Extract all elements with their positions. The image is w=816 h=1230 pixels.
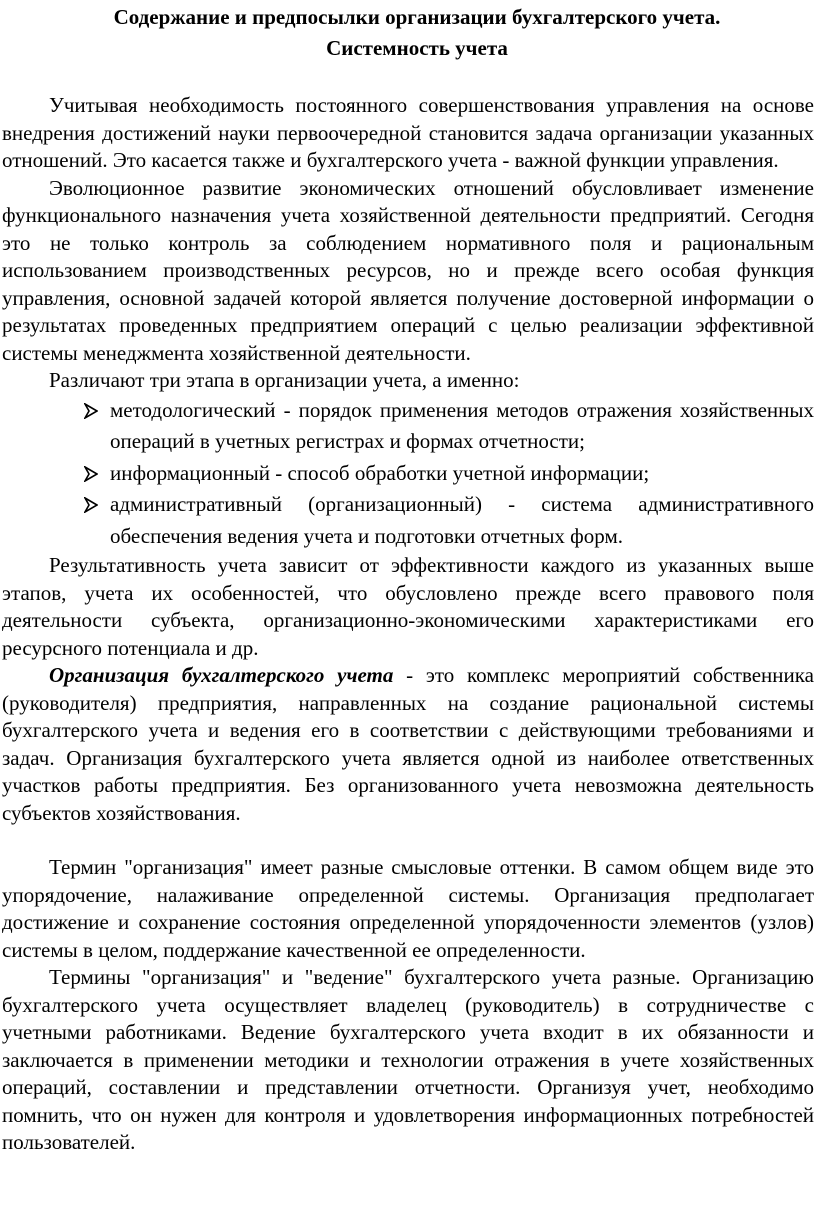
- title-line-1: Содержание и предпосылки организации бухгалтерского учета.: [113, 5, 721, 29]
- paragraph-effectiveness: Результативность учета зависит от эффективности каждого из указанных выше этапов, учета их особенностей, что обусловлено прежде всего правового поля деятельности субъекта, организационно-экономическими характеристиками его ресурсного потенциала и др.: [2, 553, 814, 660]
- list-item: [2, 489, 814, 552]
- paragraph-stages-intro: Различают три этапа в организации учета, а именно:: [49, 368, 520, 392]
- paragraph-intro: Учитывая необходимость постоянного совершенствования управления на основе внедрения достижений науки первоочередной становится задача организации указанных отношений. Это касается также и бухгалтерского учета - важной функции управления.: [2, 93, 814, 172]
- stages-list: [2, 395, 814, 553]
- list-item: [2, 458, 814, 490]
- stage-text: административный (организационный) - система административного обеспечения ведения учета и подготовки отчетных форм.: [110, 492, 814, 548]
- paragraph-terms-difference: Термины "организация" и "ведение" бухгалтерского учета разные. Организацию бухгалтерского учета осуществляет владелец (руководитель) в сотрудничестве с учетными работниками. Ведение бухгалтерского учета входит в их обязанности и заключается в применении методики и технологии отражения в учете хозяйственных операций, составлении и представлении отчетности. Организуя учет, необходимо помнить, что он нужен для контроля и удовлетворения информационных потребностей пользователей.: [2, 965, 814, 1154]
- arrowhead-bullet-icon: [84, 395, 104, 419]
- stage-text: информационный - способ обработки учетной информации;: [110, 460, 650, 485]
- arrowhead-bullet-icon: [84, 489, 104, 513]
- stage-text: методологический - порядок применения методов отражения хозяйственных операций в учетных регистрах и формах отчетности;: [110, 397, 814, 453]
- spacer: [2, 827, 814, 854]
- paragraph-term-organization: Термин "организация" имеет разные смысловые оттенки. В самом общем виде это упорядочение, налаживание определенной системы. Организация предполагает достижение и сохранение состояния определенной упорядоченности элементов (узлов) системы в целом, поддержание качественной ее определенности.: [2, 855, 814, 962]
- defined-term: Организация бухгалтерского учета: [49, 663, 394, 687]
- page-title: [2, 2, 814, 64]
- spacer: [2, 64, 814, 92]
- list-item: [2, 395, 814, 458]
- paragraph-definition: [2, 662, 814, 827]
- paragraph-evolution: Эволюционное развитие экономических отношений обусловливает изменение функционального назначения учета хозяйственной деятельности предприятий. Сегодня это не только контроль за соблюдением нормативного поля и рациональным использованием производственных ресурсов, но и прежде всего особая функция управления, основной задачей которой является получение достоверной информации о результатах проведенных предприятием операций с целью реализации эффективной системы менеджмента хозяйственной деятельности.: [2, 175, 814, 365]
- definition-text: - это комплекс мероприятий собственника (руководителя) предприятия, направленных на создание рациональной системы бухгалтерского учета и ведения его в соответствии с действующими требованиями и задач. Организация бухгалтерского учета является одной из наиболее ответственных участков работы предприятия. Без организованного учета невозможна деятельность субъектов хозяйствования.: [2, 663, 814, 825]
- arrowhead-bullet-icon: [84, 458, 104, 482]
- title-line-2: Системность учета: [326, 36, 508, 60]
